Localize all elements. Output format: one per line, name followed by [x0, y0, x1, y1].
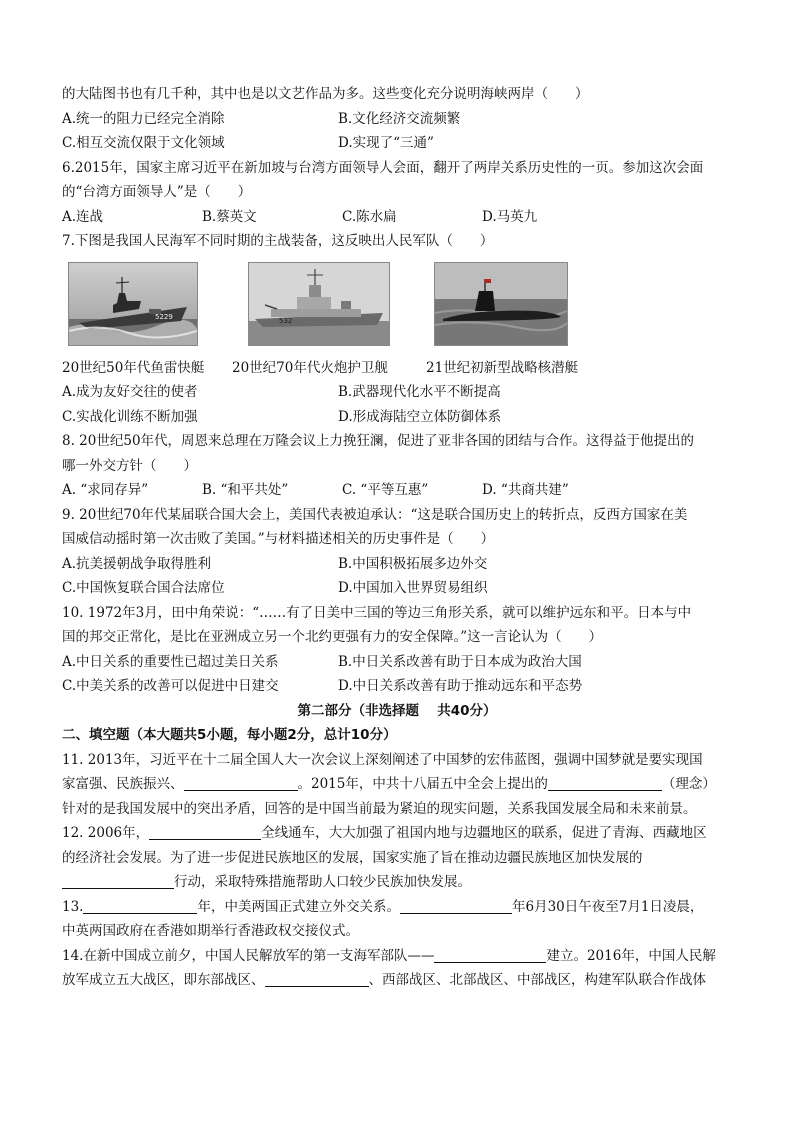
q5-options-row-1: [62, 107, 732, 132]
q9-option-c: C.中国恢复联合国合法席位: [62, 580, 225, 596]
q11-stem-line-3: 针对的是我国发展中的突出矛盾，回答的是中国当前最为紧迫的现实问题，关系我国发展全局和未来前景。: [62, 800, 697, 817]
q13-blank-1[interactable]: [83, 897, 197, 914]
q13-blank-2[interactable]: [400, 897, 512, 914]
q8-option-a: A. “求同存异”: [62, 482, 149, 498]
q8-stem-line-2: 哪一外交方针（ ）: [62, 457, 197, 474]
q8-options: [62, 478, 732, 503]
q10-options-row-1: [62, 650, 732, 675]
part-2-title: 第二部分（非选择题 共40分）: [297, 702, 497, 719]
q10-stem-line-1: 10. 1972年3月，田中角荣说：“……有了日美中三国的等边三角形关系，就可以维护远东和平。日本与中: [62, 604, 692, 621]
frigate-photo: [248, 262, 390, 346]
q5-option-d: D.实现了“三通”: [338, 135, 434, 151]
q7-option-b: B.武器现代化水平不断提高: [338, 384, 501, 400]
q9-option-a: A.抗美援朝战争取得胜利: [62, 555, 212, 572]
q5-stem-tail: 的大陆图书也有几千种，其中也是以文艺作品为多。这些变化充分说明海峡两岸（ ）: [62, 86, 589, 102]
exam-page: [62, 82, 732, 993]
q13-stem-line-1: [62, 895, 732, 920]
q7-options-row-1: [62, 380, 732, 405]
q12-stem-line-2: 的经济社会发展。为了进一步促进民族地区的发展，国家实施了旨在推动边疆民族地区加快发展的: [62, 849, 643, 866]
q14-blank-2[interactable]: [265, 970, 369, 987]
q12-blank-1[interactable]: [149, 823, 261, 840]
q10-stem-line-2: 国的邦交正常化，是比在亚洲成立另一个北约更强有力的安全保障。”这一言论认为（ ）: [62, 629, 603, 645]
q10-option-b: B.中日关系改善有助于日本成为政治大国: [338, 653, 582, 670]
q11-text-b: 。2015年，中共十八届五中全会上提出的: [297, 776, 548, 792]
q14-text-d: 、西部战区、北部战区、中部战区，构建军队联合作战体: [368, 972, 706, 988]
section-2-title: 二、填空题（本大题共5小题，每小题2分，总计10分）: [62, 727, 397, 743]
q6-option-a: A.连战: [62, 208, 104, 225]
q6-stem-line-2: 的“台湾方面领导人”是（ ）: [62, 184, 252, 200]
torpedo-boat-photo: [68, 262, 198, 346]
q7-option-a: A.成为友好交往的使者: [62, 384, 198, 400]
q7-captions: [62, 356, 732, 381]
q11-blank-2[interactable]: [548, 774, 662, 791]
q6-options: [62, 205, 732, 230]
q5-options-row-2: [62, 131, 732, 156]
q12-blank-2[interactable]: [62, 872, 174, 889]
q10-option-a: A.中日关系的重要性已超过美日关系: [62, 653, 279, 670]
q12-text-a: 12. 2006年，: [62, 825, 150, 841]
q5-option-a: A.统一的阻力已经完全消除: [62, 110, 225, 127]
q14-stem-line-2: [62, 968, 732, 993]
q12-stem-line-1: [62, 821, 732, 846]
q14-text-b: 建立。2016年，中国人民解: [546, 947, 716, 964]
q11-stem-line-2: [62, 772, 732, 797]
q6-option-b: B.蔡英文: [202, 208, 257, 225]
q14-text-a: 14.在新中国成立前夕，中国人民解放军的第一支海军部队——: [62, 947, 435, 964]
q13-text-a: 13.: [62, 898, 84, 915]
q7-stem: 7.下图是我国人民海军不同时期的主战装备，这反映出人民军队（ ）: [62, 233, 494, 249]
q11-text-c: （理念）: [661, 776, 716, 792]
q9-options-row-1: [62, 552, 732, 577]
q10-option-d: D.中日关系改善有助于推动远东和平态势: [338, 678, 583, 694]
q6-option-c: C.陈水扁: [342, 208, 397, 225]
q5-option-b: B.文化经济交流频繁: [338, 110, 461, 127]
q6-option-d: D.马英九: [482, 208, 538, 225]
q9-stem-line-1: 9. 20世纪70年代某届联合国大会上，美国代表被迫承认：“这是联合国历史上的转折点，反西方国家在美: [62, 506, 688, 523]
q12-stem-line-3: [62, 870, 732, 895]
q14-text-c: 放军成立五大战区，即东部战区、: [62, 972, 265, 988]
q14-blank-1[interactable]: [434, 946, 546, 963]
q11-stem-line-1: 11. 2013年，习近平在十二届全国人大一次会议上深刻阐述了中国梦的宏伟蓝图，强调中国梦就是要实现国: [62, 751, 703, 768]
q5-option-c: C.相互交流仅限于文化领域: [62, 135, 225, 151]
q9-option-d: D.中国加入世界贸易组织: [338, 580, 488, 596]
q14-stem-line-1: [62, 944, 732, 969]
q12-text-b: 全线通车，大大加强了祖国内地与边疆地区的联系，促进了青海、西藏地区: [261, 825, 707, 841]
q13-text-b: 年，中美两国正式建立外交关系。: [197, 898, 400, 915]
q7-caption-frigate: 20世纪70年代火炮护卫舰: [232, 359, 388, 376]
submarine-photo: [434, 262, 568, 346]
q7-options-row-2: [62, 405, 732, 430]
q8-option-d: D. “共商共建”: [482, 482, 569, 498]
q8-option-c: C. “平等互惠”: [342, 482, 429, 498]
q9-option-b: B.中国积极拓展多边外交: [338, 555, 488, 572]
q7-option-d: D.形成海陆空立体防御体系: [338, 408, 502, 425]
q9-options-row-2: [62, 576, 732, 601]
q9-stem-line-2: 国威信动摇时第一次击败了美国。”与材料描述相关的历史事件是（ ）: [62, 531, 495, 547]
q8-stem-line-1: 8. 20世纪50年代，周恩来总理在万隆会议上力挽狂澜，促进了亚非各国的团结与合作。这得益于他提出的: [62, 433, 695, 449]
q10-option-c: C.中美关系的改善可以促进中日建交: [62, 678, 279, 694]
q7-caption-torpedo-boat: 20世纪50年代鱼雷快艇: [62, 359, 205, 376]
q11-blank-1[interactable]: [184, 774, 298, 791]
q8-option-b: B. “和平共处”: [202, 482, 289, 498]
q6-stem-line-1: 6.2015年，国家主席习近平在新加坡与台湾方面领导人会面，翻开了两岸关系历史性的一页。参加这次会面: [62, 159, 704, 176]
q7-option-c: C.实战化训练不断加强: [62, 408, 198, 425]
q12-text-c: 行动，采取特殊措施帮助人口较少民族加快发展。: [174, 874, 471, 890]
q13-stem-line-2: 中英两国政府在香港如期举行香港政权交接仪式。: [62, 923, 359, 939]
q13-text-c: 年6月30日午夜至7月1日凌晨，: [511, 898, 704, 915]
q7-photo-row: [62, 258, 732, 350]
hull-number-532: 532: [279, 316, 293, 325]
q11-text-a: 家富强、民族振兴、: [62, 776, 184, 792]
hull-number-5229: 5229: [155, 312, 173, 321]
q7-caption-submarine: 21世纪初新型战略核潜艇: [426, 359, 579, 376]
q10-options-row-2: [62, 674, 732, 699]
